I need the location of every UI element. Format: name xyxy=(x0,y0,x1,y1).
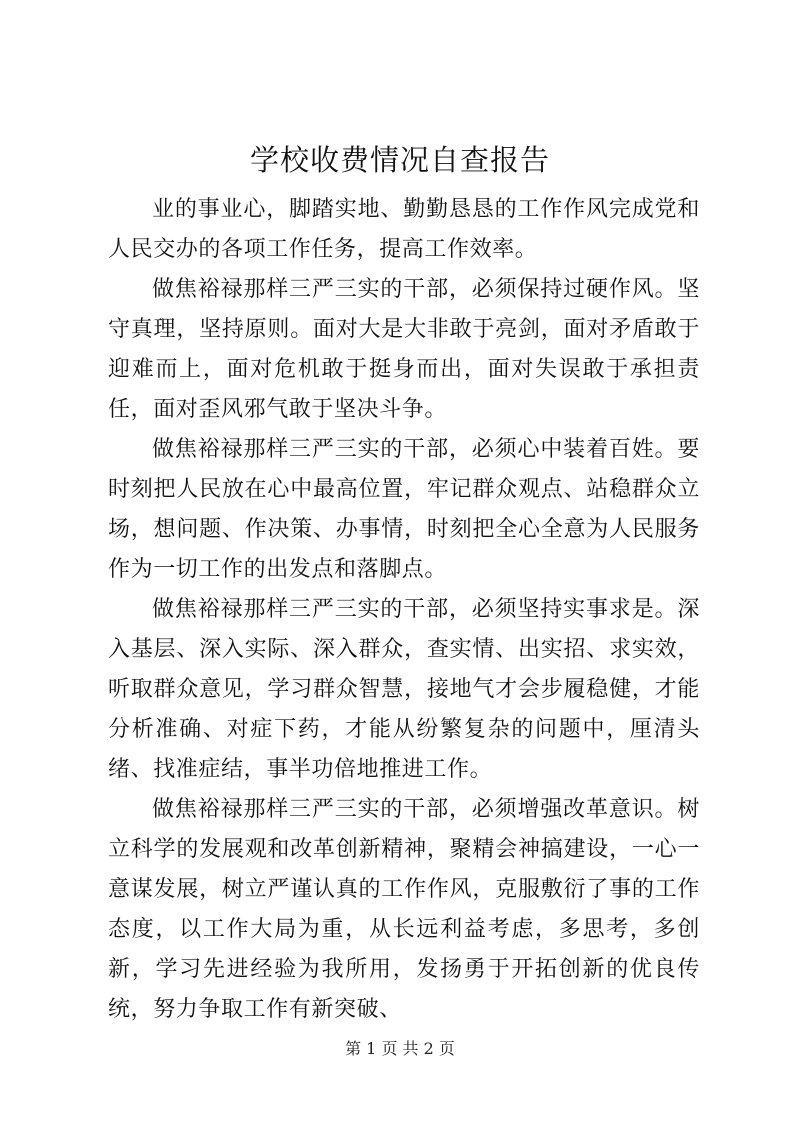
document-body xyxy=(108,190,700,1030)
body-paragraph: 做焦裕禄那样三严三实的干部，必须心中装着百姓。要时刻把人民放在心中最高位置，牢记群众观点、站稳群众立场，想问题、作决策、办事情，时刻把全心全意为人民服务作为一切工作的出发点和落脚点。 xyxy=(108,437,700,582)
document-title: 学校收费情况自查报告 xyxy=(249,143,550,177)
body-paragraph: 业的事业心，脚踏实地、勤勤恳恳的工作作风完成党和人民交办的各项工作任务，提高工作效率。 xyxy=(108,197,700,262)
body-paragraph: 做焦裕禄那样三严三实的干部，必须增强改革意识。树立科学的发展观和改革创新精神，聚精会神搞建设，一心一意谋发展，树立严谨认真的工作作风，克服敷衍了事的工作态度，以工作大局为重，从长远利益考虑，多思考，多创新，学习先进经验为我所用，发扬勇于开拓创新的优良传统，努力争取工作有新突破、 xyxy=(108,797,700,1022)
body-paragraph: 做焦裕禄那样三严三实的干部，必须保持过硬作风。坚守真理，坚持原则。面对大是大非敢于亮剑，面对矛盾敢于迎难而上，面对危机敢于挺身而出，面对失误敢于承担责任，面对歪风邪气敢于坚决斗争。 xyxy=(108,277,700,422)
page-footer: 第 1 页 共 2 页 xyxy=(345,1039,455,1058)
body-paragraph: 做焦裕禄那样三严三实的干部，必须坚持实事求是。深入基层、深入实际、深入群众，查实情、出实招、求实效，听取群众意见，学习群众智慧，接地气才会步履稳健，才能分析准确、对症下药，才能从纷繁复杂的问题中，厘清头绪、找准症结，事半功倍地推进工作。 xyxy=(108,597,700,782)
